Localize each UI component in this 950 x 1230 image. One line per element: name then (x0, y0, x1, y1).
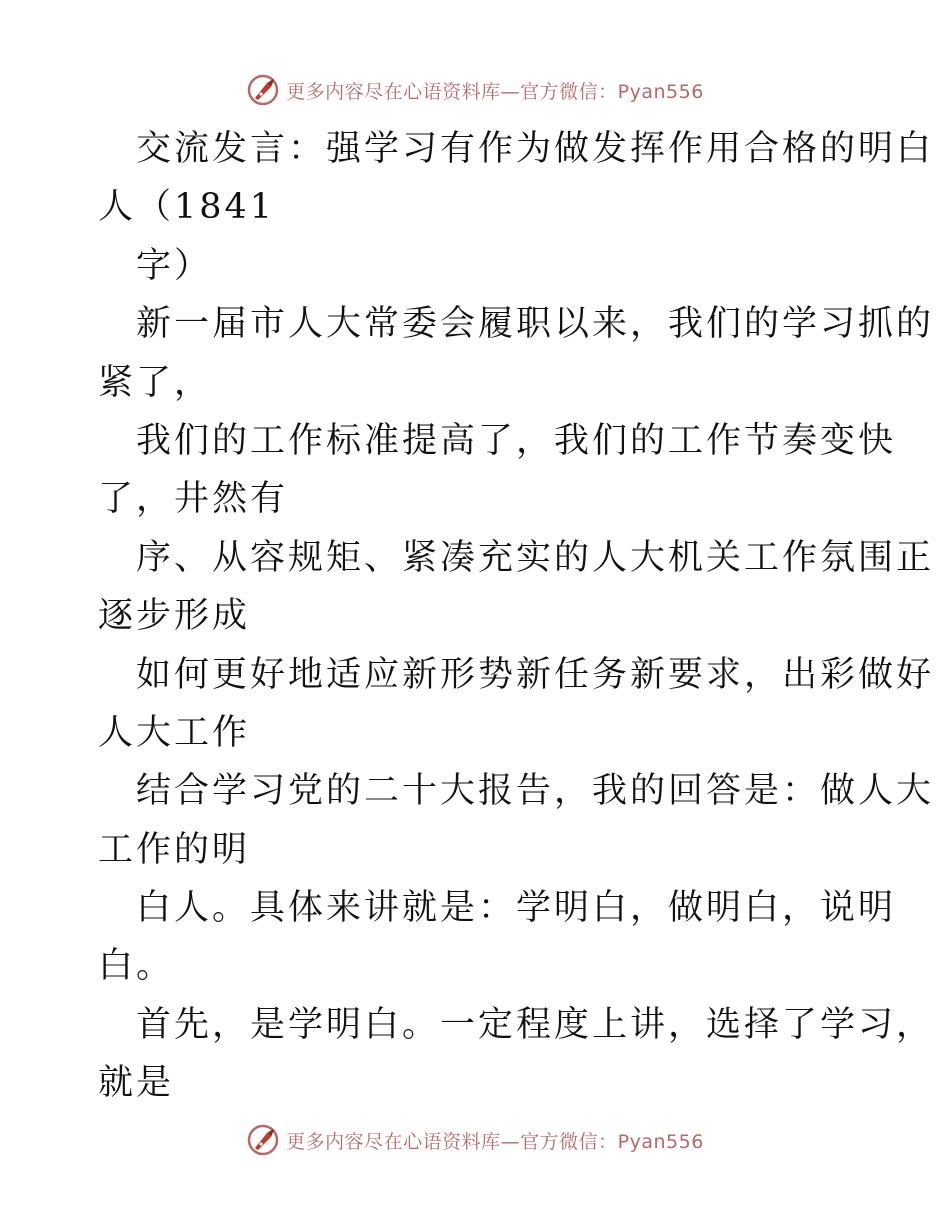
text-line: 人大工作 (98, 712, 251, 753)
text-line: 白。 (98, 946, 175, 987)
text-line: 序、从容规矩、紧凑充实的人大机关工作氛围正 (136, 537, 935, 578)
pen-nib-logo-icon (246, 1123, 280, 1157)
header-banner (0, 70, 950, 110)
document-body (98, 120, 935, 1113)
text-line: 新一届市人大常委会履职以来，我们的学习抓的 (136, 304, 935, 345)
footer-banner (0, 1120, 950, 1160)
text-line: 人（1841 (98, 187, 276, 228)
text-line: 如何更好地适应新形势新任务新要求，出彩做好 (136, 654, 935, 695)
banner-text: 更多内容尽在心语资料库—官方微信：Pyan556 (286, 80, 704, 103)
text-line: 逐步形成 (98, 596, 251, 637)
text-line: 紧了， (98, 362, 213, 403)
text-line: 白人。具体来讲就是：学明白，做明白，说明 (136, 888, 897, 929)
banner-text: 更多内容尽在心语资料库—官方微信：Pyan556 (286, 1130, 704, 1153)
text-line: 工作的明 (98, 829, 251, 870)
text-line: 字） (136, 245, 213, 286)
text-line: 我们的工作标准提高了，我们的工作节奏变快 (136, 420, 897, 461)
text-line: 首先，是学明白。一定程度上讲，选择了学习， (136, 1004, 935, 1045)
text-line: 结合学习党的二十大报告，我的回答是：做人大 (136, 771, 935, 812)
text-line: 了，井然有 (98, 479, 289, 520)
pen-nib-logo-icon (246, 73, 280, 107)
text-line: 交流发言：强学习有作为做发挥作用合格的明白 (136, 129, 935, 169)
text-line: 就是 (98, 1063, 175, 1104)
